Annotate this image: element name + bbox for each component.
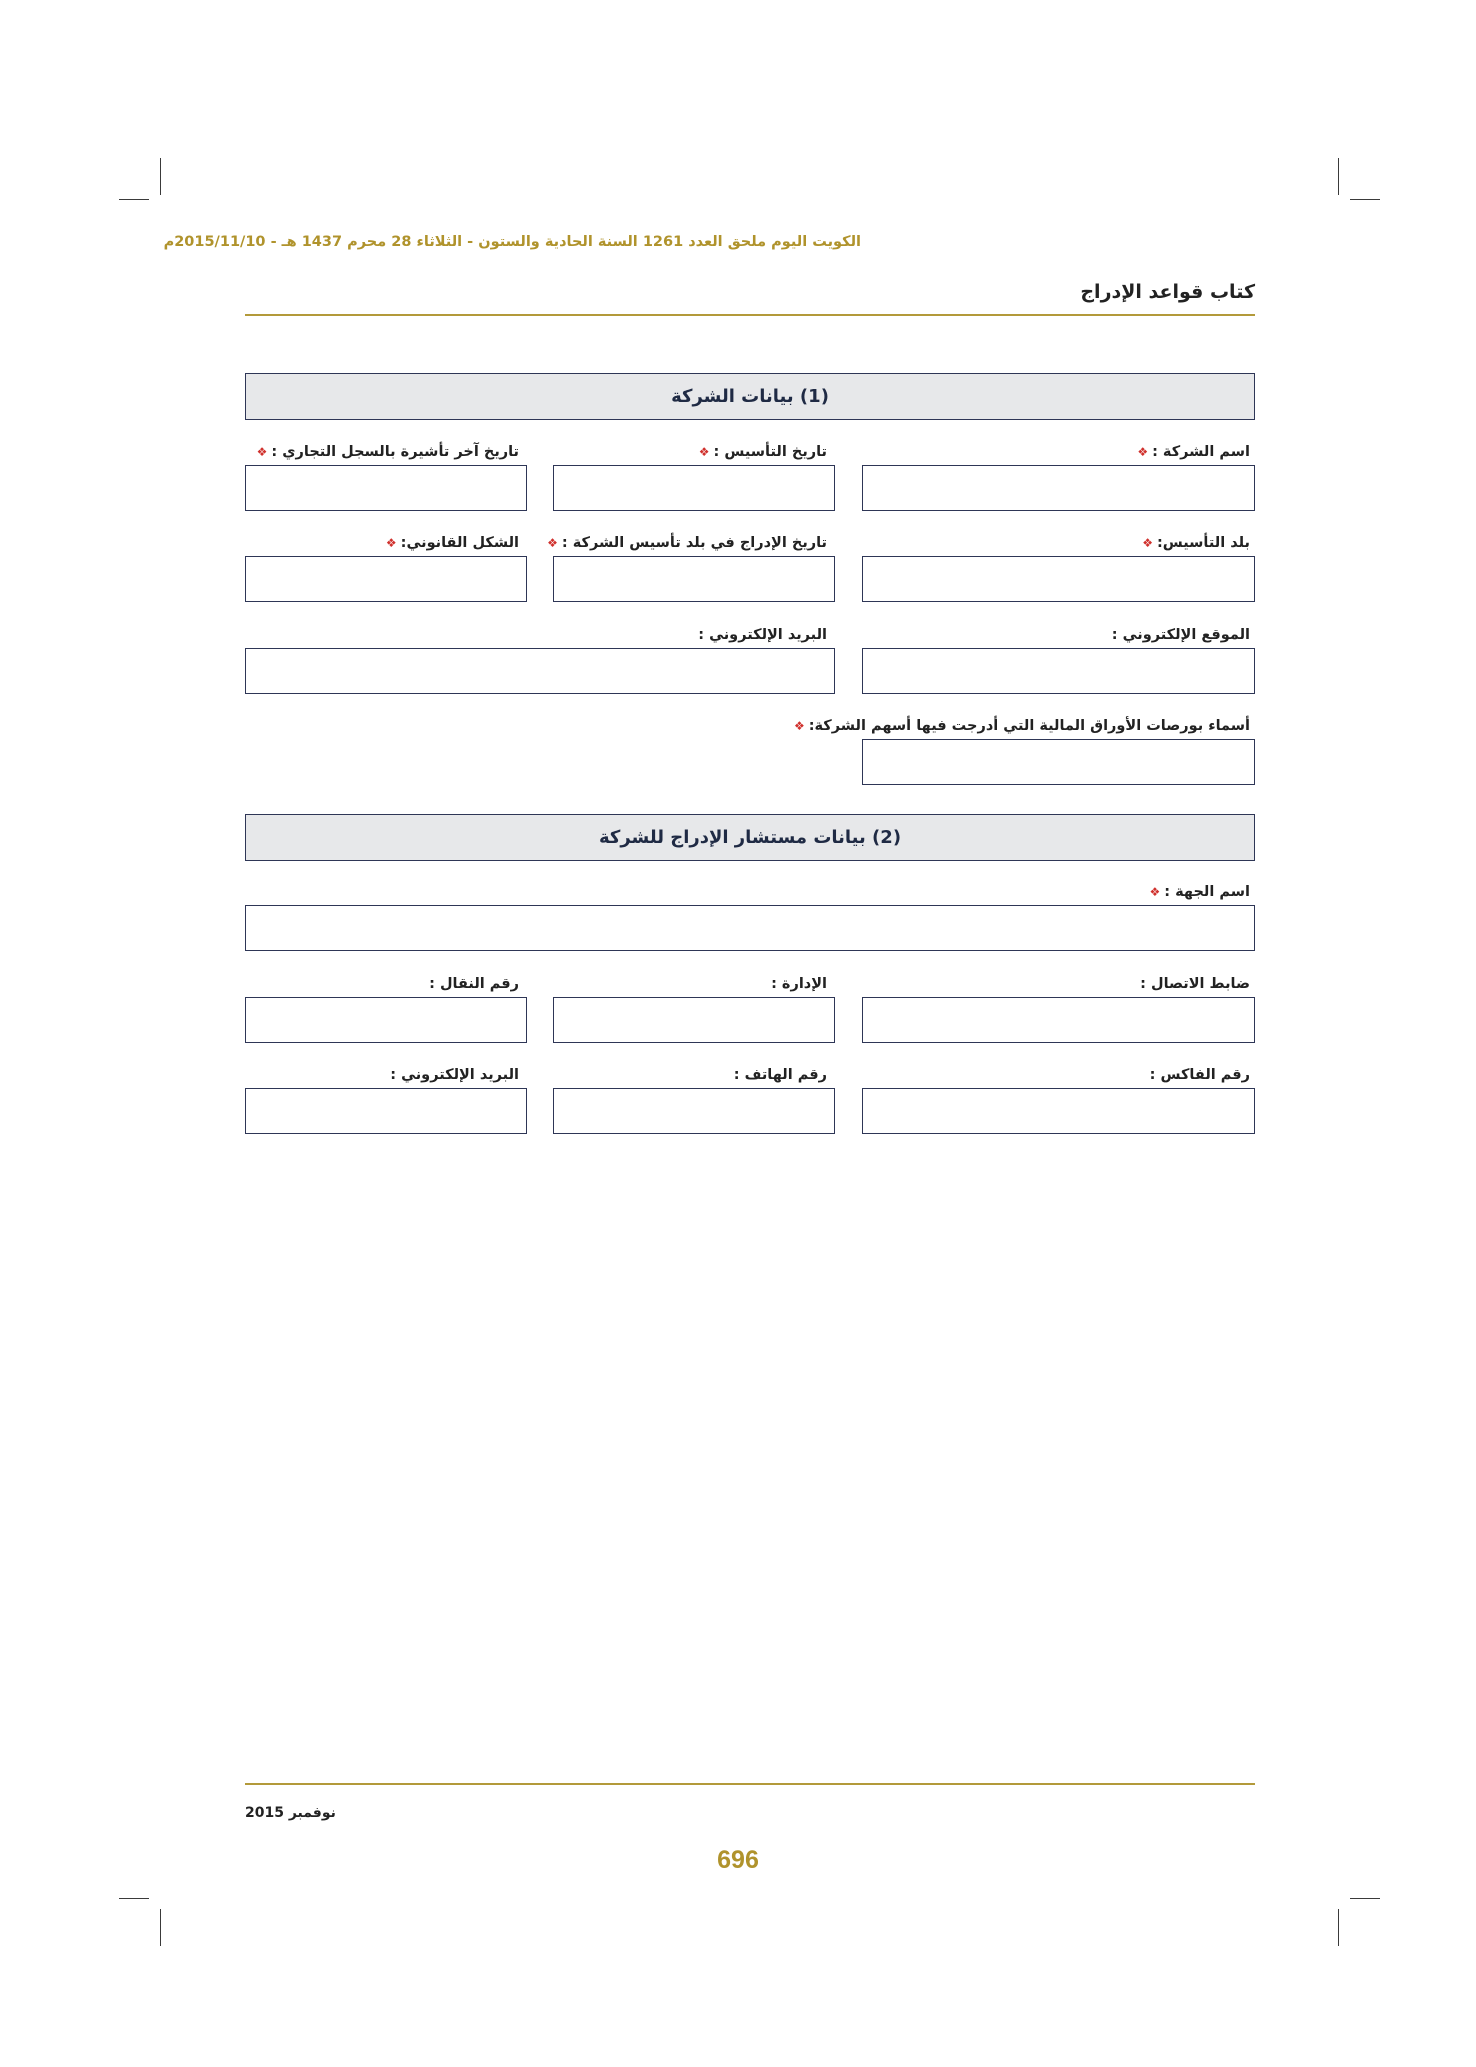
label-mobile: رقم النقال : — [429, 976, 519, 992]
crop-mark — [119, 1898, 149, 1899]
last-registry-visa-date-field[interactable] — [245, 465, 527, 511]
required-marker-icon: ❖ — [1149, 885, 1161, 899]
label-founding-country: بلد التأسيس:❖ — [1142, 535, 1250, 551]
label-last-registry-visa-date: تاريخ آخر تأشيرة بالسجل التجاري :❖ — [256, 444, 519, 460]
website-field[interactable] — [862, 648, 1255, 694]
fax-field[interactable] — [862, 1088, 1255, 1134]
company-name-field[interactable] — [862, 465, 1255, 511]
label-company-name: اسم الشركة :❖ — [1137, 444, 1250, 460]
required-marker-icon: ❖ — [547, 536, 558, 550]
crop-mark — [119, 199, 149, 200]
listing-date-home-country-field[interactable] — [553, 556, 835, 602]
founding-date-field[interactable] — [553, 465, 835, 511]
label-contact-officer: ضابط الاتصال : — [1140, 976, 1250, 992]
section-title: (2) بيانات مستشار الإدراج للشركة — [598, 827, 902, 848]
crop-mark — [1350, 199, 1380, 200]
page-number: 696 — [717, 1846, 759, 1874]
crop-mark — [160, 1909, 161, 1946]
label-website: الموقع الإلكتروني : — [1111, 627, 1250, 643]
label-legal-form: الشكل القانوني:❖ — [385, 535, 519, 551]
founding-country-field[interactable] — [862, 556, 1255, 602]
label-company-email: البريد الإلكتروني : — [698, 627, 827, 643]
section-title: (1) بيانات الشركة — [671, 386, 829, 407]
crop-mark — [1350, 1898, 1380, 1899]
label-exchanges-listed: أسماء بورصات الأوراق المالية التي أدرجت فيها أسهم الشركة:❖ — [793, 718, 1250, 734]
legal-form-field[interactable] — [245, 556, 527, 602]
running-head: الكويت اليوم ملحق العدد 1261 السنة الحادية والستون - الثلاثاء 28 محرم 1437 هـ - 2015/11/10م — [163, 234, 861, 250]
footer-rule — [245, 1783, 1255, 1785]
footer-date: نوفمبر 2015 — [245, 1805, 336, 1821]
header-rule — [245, 314, 1255, 316]
label-department: الإدارة : — [771, 976, 827, 992]
crop-mark — [160, 158, 161, 195]
crop-mark — [1338, 158, 1339, 195]
required-marker-icon: ❖ — [698, 445, 710, 459]
label-listing-date-home-country: تاريخ الإدراج في بلد تأسيس الشركة :❖ — [547, 535, 827, 551]
required-marker-icon: ❖ — [1137, 445, 1149, 459]
exchanges-listed-field[interactable] — [862, 739, 1255, 785]
label-phone: رقم الهاتف : — [733, 1067, 827, 1083]
department-field[interactable] — [553, 997, 835, 1043]
label-entity-name: اسم الجهة :❖ — [1149, 884, 1250, 900]
section-header-listing-advisor — [245, 814, 1255, 861]
advisor-email-field[interactable] — [245, 1088, 527, 1134]
required-marker-icon: ❖ — [256, 445, 268, 459]
label-fax: رقم الفاكس : — [1149, 1067, 1250, 1083]
mobile-field[interactable] — [245, 997, 527, 1043]
required-marker-icon: ❖ — [385, 536, 397, 550]
crop-mark — [1338, 1909, 1339, 1946]
required-marker-icon: ❖ — [1142, 536, 1153, 550]
required-marker-icon: ❖ — [793, 719, 805, 733]
entity-name-field[interactable] — [245, 905, 1255, 951]
phone-field[interactable] — [553, 1088, 835, 1134]
document-title: كتاب قواعد الإدراج — [1080, 281, 1255, 303]
label-founding-date: تاريخ التأسيس :❖ — [698, 444, 827, 460]
contact-officer-field[interactable] — [862, 997, 1255, 1043]
section-header-company-data — [245, 373, 1255, 420]
company-email-field[interactable] — [245, 648, 835, 694]
label-advisor-email: البريد الإلكتروني : — [390, 1067, 519, 1083]
